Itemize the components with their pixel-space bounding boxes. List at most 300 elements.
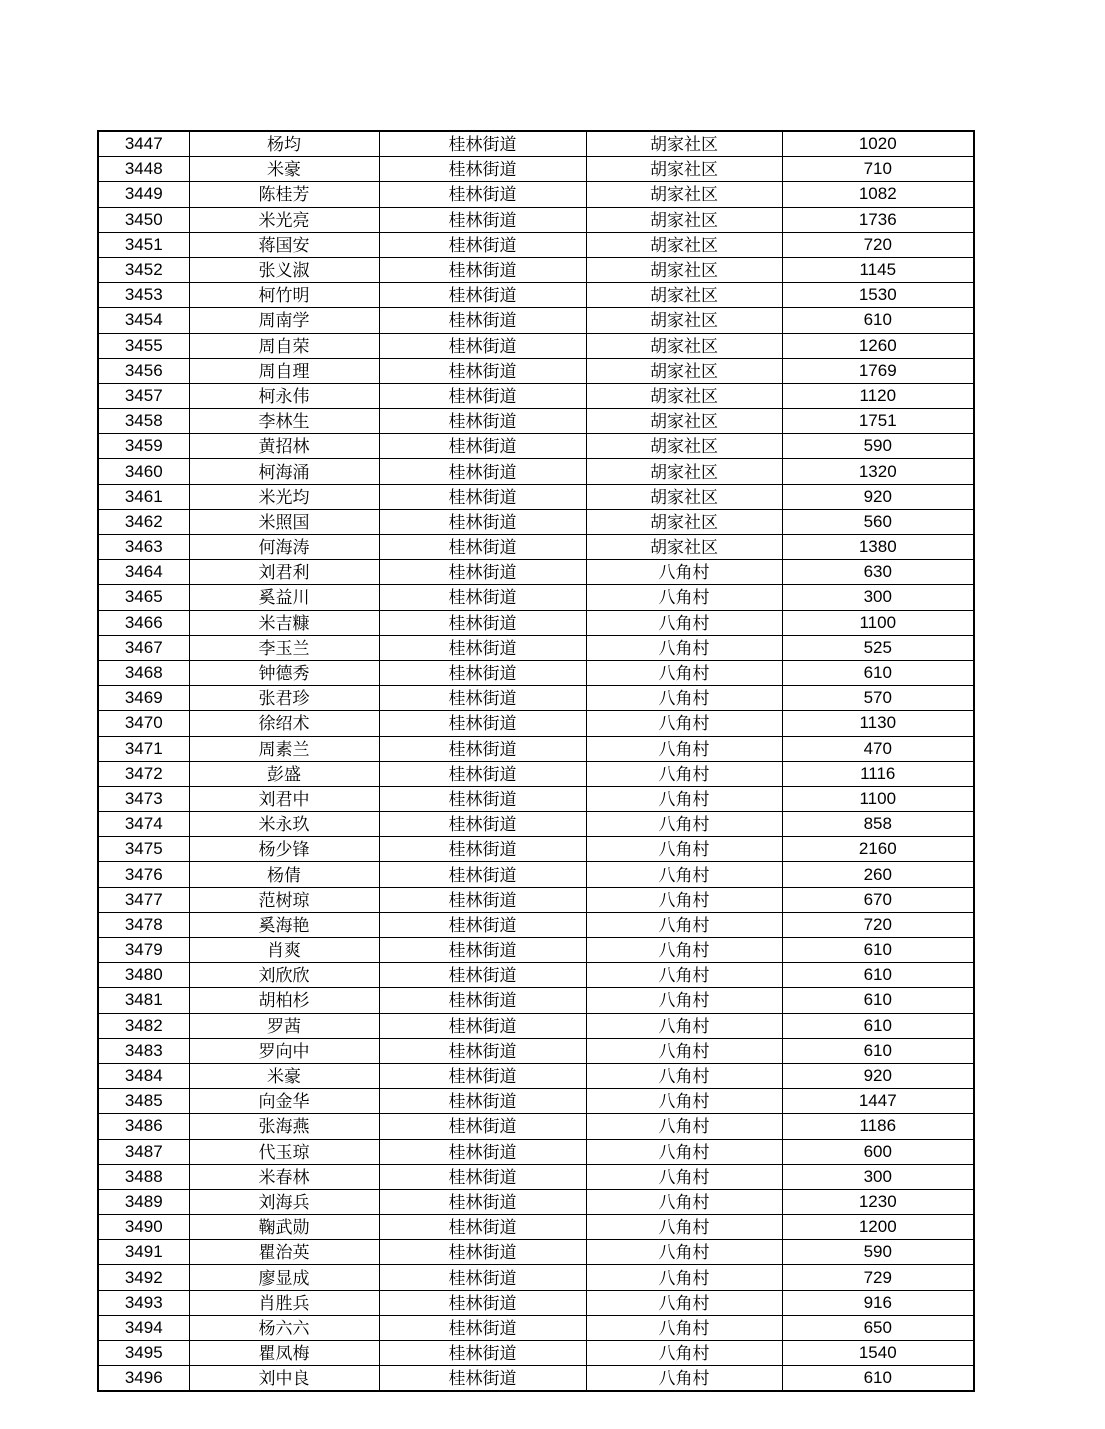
community-cell: 八角村 [586,1215,782,1240]
row-number-cell: 3467 [98,635,189,660]
table-row [98,887,974,912]
amount-cell: 1447 [782,1089,974,1114]
community-cell: 胡家社区 [586,308,782,333]
amount-cell: 1116 [782,761,974,786]
amount-cell: 720 [782,232,974,257]
name-cell: 杨六六 [189,1315,379,1340]
amount-cell: 525 [782,635,974,660]
street-cell: 桂林街道 [379,1215,586,1240]
table-row [98,912,974,937]
street-cell: 桂林街道 [379,786,586,811]
table-row [98,1139,974,1164]
community-cell: 胡家社区 [586,182,782,207]
street-cell: 桂林街道 [379,635,586,660]
amount-cell: 560 [782,509,974,534]
table-row [98,1265,974,1290]
amount-cell: 710 [782,157,974,182]
table-row [98,963,974,988]
table-row [98,459,974,484]
street-cell: 桂林街道 [379,484,586,509]
street-cell: 桂林街道 [379,585,586,610]
community-cell: 八角村 [586,1139,782,1164]
data-table [97,130,975,1392]
street-cell: 桂林街道 [379,1063,586,1088]
name-cell: 罗茜 [189,1013,379,1038]
street-cell: 桂林街道 [379,837,586,862]
name-cell: 彭盛 [189,761,379,786]
name-cell: 周南学 [189,308,379,333]
name-cell: 何海涛 [189,535,379,560]
table-row [98,358,974,383]
amount-cell: 1380 [782,535,974,560]
name-cell: 钟德秀 [189,660,379,685]
community-cell: 八角村 [586,988,782,1013]
table-row [98,560,974,585]
community-cell: 八角村 [586,1013,782,1038]
community-cell: 胡家社区 [586,358,782,383]
amount-cell: 650 [782,1315,974,1340]
row-number-cell: 3490 [98,1215,189,1240]
name-cell: 黄招林 [189,434,379,459]
street-cell: 桂林街道 [379,610,586,635]
community-cell: 八角村 [586,736,782,761]
row-number-cell: 3477 [98,887,189,912]
street-cell: 桂林街道 [379,1341,586,1366]
community-cell: 八角村 [586,938,782,963]
street-cell: 桂林街道 [379,1366,586,1392]
street-cell: 桂林街道 [379,938,586,963]
row-number-cell: 3482 [98,1013,189,1038]
row-number-cell: 3455 [98,333,189,358]
name-cell: 米光亮 [189,207,379,232]
table-row [98,308,974,333]
street-cell: 桂林街道 [379,257,586,282]
name-cell: 周素兰 [189,736,379,761]
name-cell: 蒋国安 [189,232,379,257]
community-cell: 胡家社区 [586,333,782,358]
name-cell: 米豪 [189,1063,379,1088]
community-cell: 八角村 [586,761,782,786]
community-cell: 胡家社区 [586,157,782,182]
name-cell: 杨均 [189,131,379,157]
amount-cell: 1100 [782,786,974,811]
amount-cell: 1260 [782,333,974,358]
row-number-cell: 3493 [98,1290,189,1315]
table-row [98,1063,974,1088]
amount-cell: 2160 [782,837,974,862]
table-row [98,686,974,711]
row-number-cell: 3470 [98,711,189,736]
row-number-cell: 3492 [98,1265,189,1290]
name-cell: 刘欣欣 [189,963,379,988]
table-row [98,131,974,157]
street-cell: 桂林街道 [379,1189,586,1214]
table-row [98,1189,974,1214]
name-cell: 周自理 [189,358,379,383]
table-row [98,1038,974,1063]
community-cell: 胡家社区 [586,131,782,157]
table-row [98,434,974,459]
row-number-cell: 3476 [98,862,189,887]
street-cell: 桂林街道 [379,157,586,182]
name-cell: 米永玖 [189,812,379,837]
street-cell: 桂林街道 [379,912,586,937]
name-cell: 鞠武勋 [189,1215,379,1240]
name-cell: 李林生 [189,409,379,434]
table-row [98,736,974,761]
amount-cell: 610 [782,1013,974,1038]
row-number-cell: 3481 [98,988,189,1013]
amount-cell: 1736 [782,207,974,232]
amount-cell: 1200 [782,1215,974,1240]
row-number-cell: 3489 [98,1189,189,1214]
row-number-cell: 3454 [98,308,189,333]
community-cell: 八角村 [586,1240,782,1265]
community-cell: 八角村 [586,1265,782,1290]
row-number-cell: 3468 [98,660,189,685]
community-cell: 八角村 [586,660,782,685]
street-cell: 桂林街道 [379,308,586,333]
street-cell: 桂林街道 [379,761,586,786]
name-cell: 杨倩 [189,862,379,887]
amount-cell: 610 [782,988,974,1013]
row-number-cell: 3464 [98,560,189,585]
community-cell: 胡家社区 [586,484,782,509]
amount-cell: 729 [782,1265,974,1290]
amount-cell: 1751 [782,409,974,434]
community-cell: 八角村 [586,610,782,635]
row-number-cell: 3465 [98,585,189,610]
amount-cell: 300 [782,585,974,610]
community-cell: 八角村 [586,1341,782,1366]
amount-cell: 630 [782,560,974,585]
table-row [98,283,974,308]
amount-cell: 1130 [782,711,974,736]
table-row [98,157,974,182]
table-row [98,812,974,837]
table-row [98,711,974,736]
row-number-cell: 3484 [98,1063,189,1088]
row-number-cell: 3487 [98,1139,189,1164]
street-cell: 桂林街道 [379,131,586,157]
street-cell: 桂林街道 [379,1089,586,1114]
community-cell: 八角村 [586,711,782,736]
table-row [98,1114,974,1139]
name-cell: 柯海涌 [189,459,379,484]
community-cell: 胡家社区 [586,459,782,484]
name-cell: 肖爽 [189,938,379,963]
amount-cell: 600 [782,1139,974,1164]
community-cell: 八角村 [586,1089,782,1114]
row-number-cell: 3495 [98,1341,189,1366]
amount-cell: 1120 [782,383,974,408]
amount-cell: 920 [782,1063,974,1088]
amount-cell: 1100 [782,610,974,635]
row-number-cell: 3457 [98,383,189,408]
community-cell: 八角村 [586,1189,782,1214]
row-number-cell: 3456 [98,358,189,383]
amount-cell: 720 [782,912,974,937]
street-cell: 桂林街道 [379,358,586,383]
table-row [98,1215,974,1240]
amount-cell: 300 [782,1164,974,1189]
table-row [98,1290,974,1315]
table-row [98,232,974,257]
street-cell: 桂林街道 [379,182,586,207]
street-cell: 桂林街道 [379,434,586,459]
street-cell: 桂林街道 [379,409,586,434]
community-cell: 八角村 [586,887,782,912]
name-cell: 范树琼 [189,887,379,912]
community-cell: 八角村 [586,837,782,862]
row-number-cell: 3496 [98,1366,189,1392]
community-cell: 胡家社区 [586,232,782,257]
table-row [98,535,974,560]
row-number-cell: 3485 [98,1089,189,1114]
community-cell: 八角村 [586,786,782,811]
amount-cell: 590 [782,434,974,459]
table-row [98,610,974,635]
name-cell: 徐绍术 [189,711,379,736]
community-cell: 八角村 [586,912,782,937]
amount-cell: 1530 [782,283,974,308]
row-number-cell: 3447 [98,131,189,157]
name-cell: 陈桂芳 [189,182,379,207]
table-row [98,862,974,887]
row-number-cell: 3452 [98,257,189,282]
row-number-cell: 3460 [98,459,189,484]
amount-cell: 570 [782,686,974,711]
name-cell: 张海燕 [189,1114,379,1139]
row-number-cell: 3471 [98,736,189,761]
name-cell: 刘君中 [189,786,379,811]
name-cell: 刘君利 [189,560,379,585]
community-cell: 八角村 [586,1164,782,1189]
street-cell: 桂林街道 [379,1038,586,1063]
amount-cell: 610 [782,1366,974,1392]
row-number-cell: 3449 [98,182,189,207]
street-cell: 桂林街道 [379,1139,586,1164]
row-number-cell: 3466 [98,610,189,635]
row-number-cell: 3461 [98,484,189,509]
amount-cell: 610 [782,938,974,963]
table-row [98,635,974,660]
amount-cell: 920 [782,484,974,509]
name-cell: 奚海艳 [189,912,379,937]
row-number-cell: 3479 [98,938,189,963]
name-cell: 米豪 [189,157,379,182]
street-cell: 桂林街道 [379,887,586,912]
name-cell: 张义淑 [189,257,379,282]
name-cell: 李玉兰 [189,635,379,660]
amount-cell: 470 [782,736,974,761]
row-number-cell: 3483 [98,1038,189,1063]
table-row [98,585,974,610]
street-cell: 桂林街道 [379,660,586,685]
name-cell: 米光均 [189,484,379,509]
street-cell: 桂林街道 [379,560,586,585]
street-cell: 桂林街道 [379,207,586,232]
row-number-cell: 3491 [98,1240,189,1265]
street-cell: 桂林街道 [379,711,586,736]
row-number-cell: 3474 [98,812,189,837]
table-row [98,1366,974,1392]
row-number-cell: 3473 [98,786,189,811]
amount-cell: 916 [782,1290,974,1315]
name-cell: 米照国 [189,509,379,534]
street-cell: 桂林街道 [379,1013,586,1038]
community-cell: 八角村 [586,862,782,887]
name-cell: 肖胜兵 [189,1290,379,1315]
amount-cell: 610 [782,660,974,685]
street-cell: 桂林街道 [379,383,586,408]
row-number-cell: 3459 [98,434,189,459]
name-cell: 柯竹明 [189,283,379,308]
street-cell: 桂林街道 [379,963,586,988]
community-cell: 胡家社区 [586,409,782,434]
name-cell: 刘中良 [189,1366,379,1392]
row-number-cell: 3488 [98,1164,189,1189]
amount-cell: 1769 [782,358,974,383]
community-cell: 胡家社区 [586,257,782,282]
row-number-cell: 3486 [98,1114,189,1139]
table-row [98,837,974,862]
street-cell: 桂林街道 [379,736,586,761]
table-row [98,660,974,685]
amount-cell: 1320 [782,459,974,484]
row-number-cell: 3469 [98,686,189,711]
amount-cell: 610 [782,308,974,333]
community-cell: 八角村 [586,1114,782,1139]
street-cell: 桂林街道 [379,535,586,560]
table-row [98,988,974,1013]
street-cell: 桂林街道 [379,686,586,711]
community-cell: 胡家社区 [586,509,782,534]
table-row [98,257,974,282]
community-cell: 八角村 [586,963,782,988]
street-cell: 桂林街道 [379,1240,586,1265]
table-row [98,1013,974,1038]
row-number-cell: 3448 [98,157,189,182]
name-cell: 周自荣 [189,333,379,358]
name-cell: 杨少锋 [189,837,379,862]
row-number-cell: 3451 [98,232,189,257]
community-cell: 八角村 [586,686,782,711]
street-cell: 桂林街道 [379,862,586,887]
street-cell: 桂林街道 [379,333,586,358]
table-row [98,333,974,358]
amount-cell: 670 [782,887,974,912]
community-cell: 八角村 [586,1063,782,1088]
street-cell: 桂林街道 [379,812,586,837]
table-row [98,1240,974,1265]
street-cell: 桂林街道 [379,1265,586,1290]
amount-cell: 260 [782,862,974,887]
street-cell: 桂林街道 [379,509,586,534]
street-cell: 桂林街道 [379,1290,586,1315]
table-row [98,409,974,434]
community-cell: 胡家社区 [586,283,782,308]
name-cell: 瞿治英 [189,1240,379,1265]
amount-cell: 610 [782,963,974,988]
table-row [98,484,974,509]
name-cell: 张君珍 [189,686,379,711]
community-cell: 八角村 [586,1315,782,1340]
amount-cell: 1540 [782,1341,974,1366]
row-number-cell: 3480 [98,963,189,988]
table-row [98,1341,974,1366]
table-row [98,1315,974,1340]
community-cell: 八角村 [586,812,782,837]
amount-cell: 1145 [782,257,974,282]
row-number-cell: 3462 [98,509,189,534]
row-number-cell: 3478 [98,912,189,937]
street-cell: 桂林街道 [379,232,586,257]
community-cell: 八角村 [586,1290,782,1315]
street-cell: 桂林街道 [379,1315,586,1340]
name-cell: 奚益川 [189,585,379,610]
row-number-cell: 3472 [98,761,189,786]
amount-cell: 1230 [782,1189,974,1214]
row-number-cell: 3458 [98,409,189,434]
community-cell: 八角村 [586,1038,782,1063]
amount-cell: 590 [782,1240,974,1265]
amount-cell: 1082 [782,182,974,207]
name-cell: 米春林 [189,1164,379,1189]
table-row [98,938,974,963]
table-row [98,509,974,534]
community-cell: 八角村 [586,635,782,660]
street-cell: 桂林街道 [379,283,586,308]
table-row [98,182,974,207]
street-cell: 桂林街道 [379,459,586,484]
row-number-cell: 3453 [98,283,189,308]
table-row [98,761,974,786]
community-cell: 八角村 [586,585,782,610]
name-cell: 瞿凤梅 [189,1341,379,1366]
amount-cell: 1186 [782,1114,974,1139]
name-cell: 刘海兵 [189,1189,379,1214]
community-cell: 胡家社区 [586,207,782,232]
row-number-cell: 3450 [98,207,189,232]
table-row [98,786,974,811]
name-cell: 米吉糠 [189,610,379,635]
table-body [98,131,974,1391]
name-cell: 柯永伟 [189,383,379,408]
name-cell: 向金华 [189,1089,379,1114]
row-number-cell: 3494 [98,1315,189,1340]
community-cell: 八角村 [586,1366,782,1392]
table-row [98,1164,974,1189]
street-cell: 桂林街道 [379,1114,586,1139]
name-cell: 代玉琼 [189,1139,379,1164]
table-row [98,383,974,408]
street-cell: 桂林街道 [379,988,586,1013]
row-number-cell: 3475 [98,837,189,862]
street-cell: 桂林街道 [379,1164,586,1189]
amount-cell: 610 [782,1038,974,1063]
row-number-cell: 3463 [98,535,189,560]
community-cell: 胡家社区 [586,383,782,408]
community-cell: 胡家社区 [586,434,782,459]
community-cell: 八角村 [586,560,782,585]
table-row [98,1089,974,1114]
table-row [98,207,974,232]
amount-cell: 858 [782,812,974,837]
community-cell: 胡家社区 [586,535,782,560]
name-cell: 罗向中 [189,1038,379,1063]
amount-cell: 1020 [782,131,974,157]
